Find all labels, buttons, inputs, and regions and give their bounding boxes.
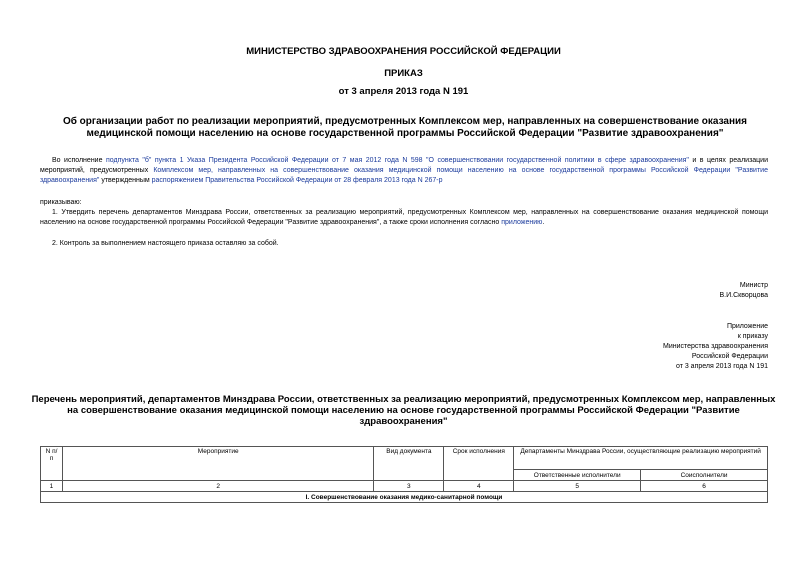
- government-order-link[interactable]: распоряжением Правительства Российской Федерации от 28 февраля 2013 года N 267-р: [151, 177, 443, 184]
- appendix-line: Приложение: [726, 323, 768, 330]
- signature-block: [568, 281, 768, 301]
- header-num: N п/п: [41, 447, 63, 481]
- order-word: приказываю:: [40, 199, 82, 206]
- complex-measures-link[interactable]: Комплексом мер, направленных на совершенствование оказания медицинской помощи населению на основе государственной программы Российской Федерации "Развитие здравоохранения": [40, 167, 768, 184]
- preamble-text-1: Во исполнение: [52, 157, 106, 164]
- column-number: 4: [444, 481, 514, 492]
- header-doc-type: Вид документа: [374, 447, 444, 481]
- order-item-1: [40, 208, 768, 228]
- measures-table: [40, 446, 768, 503]
- doc-date-number: от 3 апреля 2013 года N 191: [338, 86, 469, 97]
- header-responsible: Ответственные исполнители: [514, 470, 641, 481]
- appendix-block: [568, 322, 768, 372]
- paragraph-preamble: [40, 156, 768, 186]
- header-deadline: Срок исполнения: [444, 447, 514, 481]
- order-title: Об организации работ по реализации мероприятий, предусмотренных Комплексом мер, направленных на совершенствование оказания медицинской помощи населению на основе государственной программы Российской Федерации "Развитие здравоохранения": [62, 116, 748, 139]
- appendix-line: Министерства здравоохранения: [663, 343, 768, 350]
- item1-end: .: [542, 219, 545, 226]
- section-row: I. Совершенствование оказания медико-санитарной помощи: [41, 492, 768, 503]
- appendix-line: Российской Федерации: [691, 353, 768, 360]
- header-event: Мероприятие: [62, 447, 373, 481]
- column-number: 2: [62, 481, 373, 492]
- column-number: 3: [374, 481, 444, 492]
- preamble-text-2: и в целях реализации мероприятий, предусмотренных: [40, 157, 769, 174]
- appendix-line: к приказу: [737, 333, 768, 340]
- header-departments: Департаменты Минздрава России, осуществляющие реализацию мероприятий: [514, 447, 768, 470]
- column-number: 5: [514, 481, 641, 492]
- ministry-heading: МИНИСТЕРСТВО ЗДРАВООХРАНЕНИЯ РОССИЙСКОЙ ФЕДЕРАЦИИ: [246, 46, 561, 57]
- list-title: Перечень мероприятий, департаментов Минздрава России, ответственных за реализацию мероприятий, предусмотренных Комплексом мер, направленных на совершенствование оказания медицинской помощи населению на основе государственной программы Российской Федерации "Развитие здравоохранения": [31, 394, 776, 427]
- header-co-executors: Соисполнители: [641, 470, 768, 481]
- column-number: 6: [641, 481, 768, 492]
- appendix-link[interactable]: приложению: [501, 219, 543, 226]
- signature-name: В.И.Скворцова: [719, 292, 768, 299]
- decree-link[interactable]: подпункта "б" пункта 1 Указа Президента Российской Федерации от 7 мая 2012 года N 598 "О совершенствовании государственной политики в сфере здравоохранения": [105, 157, 689, 164]
- item1-text: 1. Утвердить перечень департаментов Минздрава России, ответственных за реализацию мероприятий, предусмотренных Комплексом мер, направленных на совершенствование оказания медицинской помощи населению на основе государственной программы Российской Федерации "Развитие здравоохранения", а также сроки исполнения согласно: [40, 209, 768, 226]
- order-item-2: 2. Контроль за выполнением настоящего приказа оставляю за собой.: [52, 240, 279, 247]
- doc-type-heading: ПРИКАЗ: [384, 68, 423, 79]
- appendix-line: от 3 апреля 2013 года N 191: [675, 363, 768, 370]
- preamble-text-3: утвержденным: [99, 177, 152, 184]
- signature-position: Министр: [739, 282, 768, 289]
- column-number: 1: [41, 481, 63, 492]
